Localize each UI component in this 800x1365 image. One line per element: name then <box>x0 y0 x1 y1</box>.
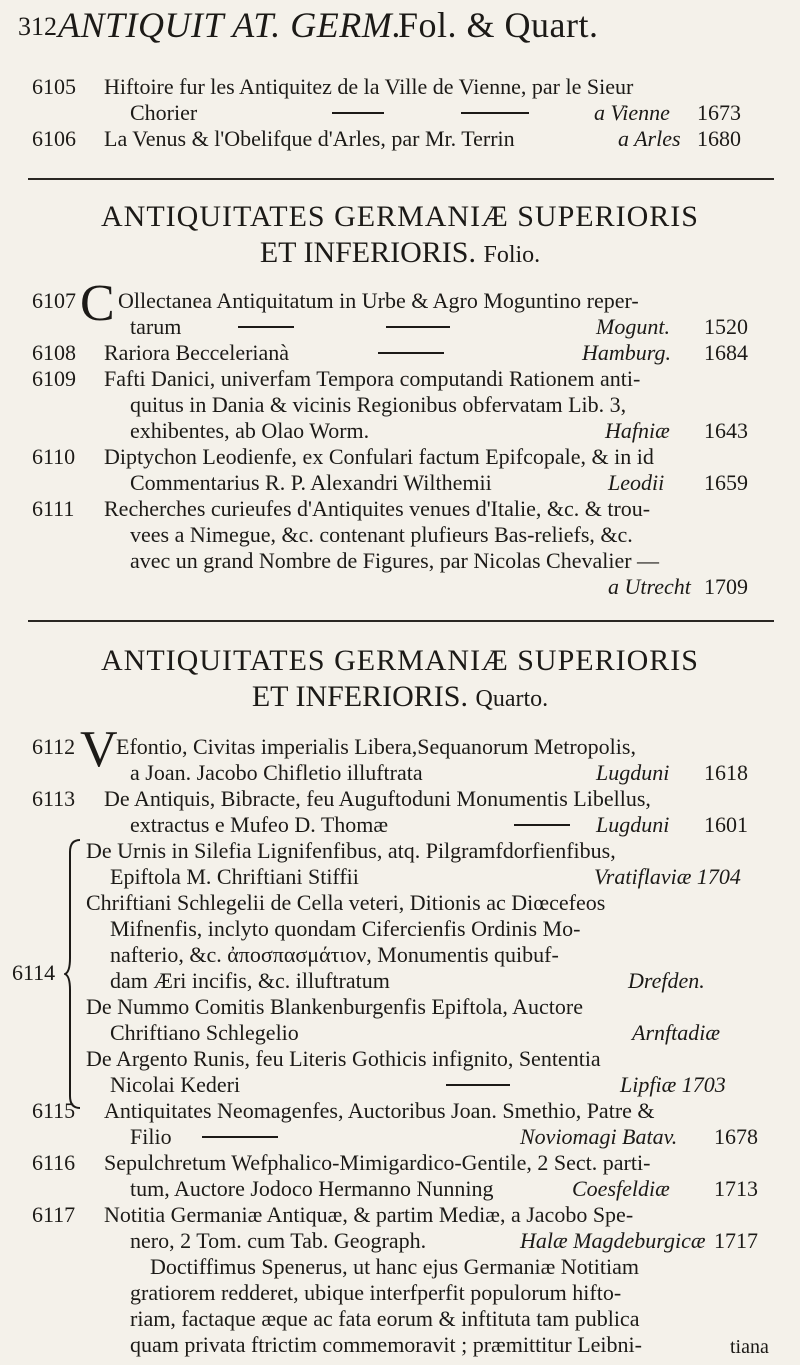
imprint-year: 1680 <box>697 126 741 151</box>
section-title: ANTIQUITATES GERMANIÆ SUPERIORIS <box>101 644 699 677</box>
entry-text: De Argento Runis, feu Literis Gothicis infignito, Sententia <box>86 1046 601 1071</box>
leader-dash <box>202 1136 278 1138</box>
entry-text: a Joan. Jacobo Chifletio illuftrata <box>130 760 423 785</box>
entry-number: 6115 <box>32 1098 76 1123</box>
entry-note: quam privata ftrictim commemoravit ; præmittitur Leibni- <box>130 1332 642 1357</box>
imprint-place: a Vienne <box>594 100 670 125</box>
drop-cap: C <box>80 275 115 332</box>
entry-text: De Nummo Comitis Blankenburgenfis Epiftola, Auctore <box>86 994 583 1019</box>
entry-text: La Venus & l'Obelifque d'Arles, par Mr. Terrin <box>104 126 515 151</box>
imprint-year: 1673 <box>697 100 741 125</box>
entry-text: Notitia Germaniæ Antiquæ, & partim Mediæ, a Jacobo Spe- <box>104 1202 634 1227</box>
entry-number: 6106 <box>32 126 76 151</box>
imprint-year: 1618 <box>704 760 748 785</box>
section-rule <box>28 620 774 622</box>
entry-text: dam Æri incifis, &c. illuftratum <box>110 968 390 993</box>
section-subtitle-text: ET INFERIORIS. <box>259 236 476 269</box>
leader-dash <box>332 112 384 114</box>
imprint-place: Vratiflaviæ 1704 <box>594 864 741 889</box>
entry-text: Chriftiani Schlegelii de Cella veteri, Ditionis ac Diœcefeos <box>86 890 606 915</box>
entry-text: Sepulchretum Wefphalico-Mimigardico-Gentile, 2 Sect. parti- <box>104 1150 651 1175</box>
entry-text: nero, 2 Tom. cum Tab. Geograph. <box>130 1228 427 1253</box>
imprint-place: Coesfeldiæ <box>572 1176 670 1201</box>
entry-text: Filio <box>130 1124 172 1149</box>
imprint-place: Arnftadiæ <box>632 1020 721 1045</box>
entry-number: 6107 <box>32 288 76 313</box>
entry-text: avec un grand Nombre de Figures, par Nicolas Chevalier — <box>130 548 660 573</box>
section-format: Quarto. <box>475 686 549 712</box>
entry-text: Recherches curieufes d'Antiquites venues d'Italie, &c. & trou- <box>104 496 651 521</box>
running-header <box>18 2 778 48</box>
entry-number: 6113 <box>32 786 76 811</box>
leader-dash <box>514 824 570 826</box>
entry-text: Chriftiano Schlegelio <box>110 1020 299 1045</box>
imprint-place: Noviomagi Batav. <box>520 1124 678 1149</box>
entry-note: Doctiffimus Spenerus, ut hanc ejus Germaniæ Notitiam <box>150 1254 640 1279</box>
imprint-place: Leodii <box>608 470 665 495</box>
imprint-place: Mogunt. <box>596 314 670 339</box>
imprint-year: 1659 <box>704 470 748 495</box>
bracket-brace <box>64 838 82 1110</box>
entry-text: exhibentes, ab Olao Worm. <box>130 418 370 443</box>
leader-dash <box>386 326 450 328</box>
entry-note: riam, factaque æque ac fata eorum & inftituta tam publica <box>130 1306 640 1331</box>
entry-text: Nicolai Kederi <box>110 1072 241 1097</box>
entry-text: tarum <box>130 314 182 339</box>
entry-text: tum, Auctore Jodoco Hermanno Nunning <box>130 1176 494 1201</box>
imprint-year: 1713 <box>714 1176 758 1201</box>
entry-number: 6110 <box>32 444 76 469</box>
section-subtitle <box>0 236 800 270</box>
page-number: 312 <box>18 12 57 41</box>
imprint-place: Lugduni <box>596 812 670 837</box>
section-rule <box>28 178 774 180</box>
entry-text: Hiftoire fur les Antiquitez de la Ville de Vienne, par le Sieur <box>104 74 634 99</box>
leader-dash <box>461 112 529 114</box>
imprint-year: 1684 <box>704 340 748 365</box>
imprint-place: Lugduni <box>596 760 670 785</box>
imprint-place: a Arles <box>618 126 681 151</box>
imprint-place: a Utrecht <box>608 574 691 599</box>
section-title: ANTIQUITATES GERMANIÆ SUPERIORIS <box>101 200 699 233</box>
entry-number: 6111 <box>32 496 75 521</box>
imprint-year: 1678 <box>714 1124 758 1149</box>
entry-text: Antiquitates Neomagenfes, Auctoribus Joan. Smethio, Patre & <box>104 1098 655 1123</box>
entry-text: extractus e Mufeo D. Thomæ <box>130 812 389 837</box>
imprint-year: 1520 <box>704 314 748 339</box>
section-format: Folio. <box>483 242 541 268</box>
imprint-year: 1709 <box>704 574 748 599</box>
entry-text: quitus in Dania & vicinis Regionibus obfervatam Lib. 3, <box>130 392 627 417</box>
imprint-place: Lipfiæ 1703 <box>620 1072 726 1097</box>
section-subtitle <box>0 680 800 714</box>
entry-text: Fafti Danici, univerfam Tempora computandi Rationem anti- <box>104 366 641 391</box>
entry-number: 6108 <box>32 340 76 365</box>
running-section: Fol. & Quart. <box>398 5 599 45</box>
entry-number: 6112 <box>32 734 76 759</box>
entry-number: 6109 <box>32 366 76 391</box>
entry-number: 6105 <box>32 74 76 99</box>
entry-text: vees a Nimegue, &c. contenant plufieurs Bas-reliefs, &c. <box>130 522 633 547</box>
imprint-year: 1643 <box>704 418 748 443</box>
entry-text: Ollectanea Antiquitatum in Urbe & Agro Moguntino reper- <box>118 288 639 313</box>
entry-number: 6114 <box>12 960 56 985</box>
running-title: ANTIQUIT AT. GERM. <box>58 5 402 45</box>
entry-text: De Urnis in Silefia Lignifenfibus, atq. Pilgramfdorfienfibus, <box>86 838 616 863</box>
entry-text: Mifnenfis, inclyto quondam Cifercienfis Ordinis Mo- <box>110 916 581 941</box>
imprint-place: Hafniæ <box>605 418 670 443</box>
entry-note: gratiorem redderet, ubique interfperfit populorum hifto- <box>130 1280 622 1305</box>
entry-number: 6117 <box>32 1202 76 1227</box>
imprint-place: Halæ Magdeburgicæ <box>520 1228 706 1253</box>
entry-text: Diptychon Leodienfe, ex Confulari factum Epifcopale, & in id <box>104 444 654 469</box>
entry-text: nafterio, &c. ἀποσπασμάτιον, Monumentis quibuf- <box>110 942 559 967</box>
entry-text: Efontio, Civitas imperialis Libera,Sequanorum Metropolis, <box>116 734 636 759</box>
leader-dash <box>378 352 444 354</box>
entry-text: Chorier <box>130 100 198 125</box>
catchword: tiana <box>730 1336 769 1358</box>
entry-number: 6116 <box>32 1150 76 1175</box>
imprint-year: 1717 <box>714 1228 758 1253</box>
leader-dash <box>238 326 294 328</box>
entry-text: Rariora Beccelerianà <box>104 340 290 365</box>
imprint-place: Drefden. <box>628 968 705 993</box>
drop-cap: V <box>80 721 118 778</box>
entry-text: De Antiquis, Bibracte, feu Auguftoduni Monumentis Libellus, <box>104 786 651 811</box>
entry-text: Epiftola M. Chriftiani Stiffii <box>110 864 359 889</box>
entry-text: Commentarius R. P. Alexandri Wilthemii <box>130 470 492 495</box>
imprint-place: Hamburg. <box>582 340 672 365</box>
section-subtitle-text: ET INFERIORIS. <box>251 680 468 713</box>
imprint-year: 1601 <box>704 812 748 837</box>
leader-dash <box>446 1084 510 1086</box>
